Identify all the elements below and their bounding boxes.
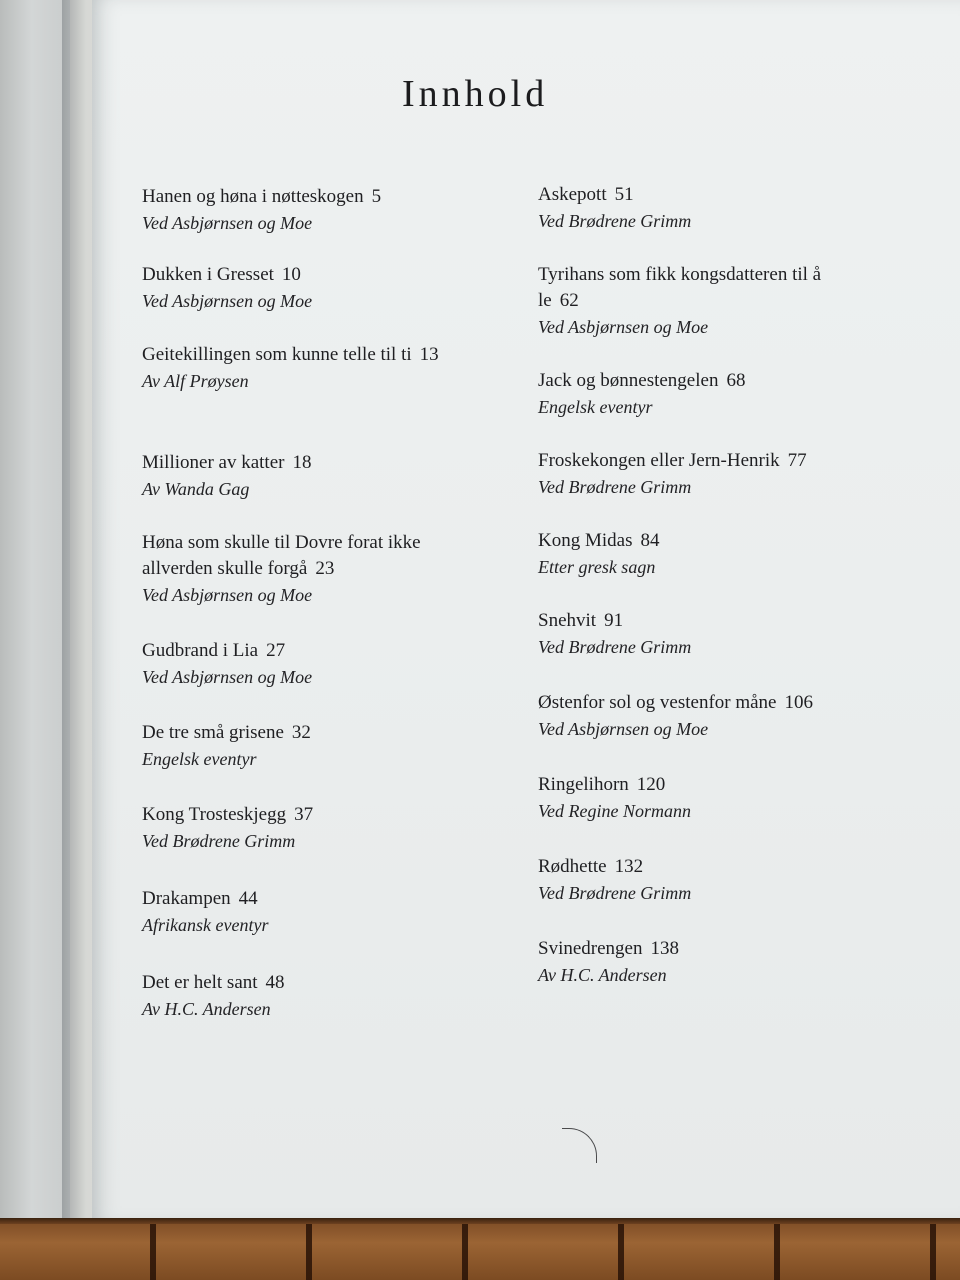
- entry-author: Engelsk eventyr: [142, 749, 257, 769]
- entry-title: Det er helt sant 48: [142, 972, 285, 993]
- toc-entry: [538, 448, 878, 500]
- entry-author: Ved Brødrene Grimm: [538, 477, 692, 497]
- book-left-page-edge: [0, 0, 70, 1240]
- toc-entry: [538, 690, 878, 742]
- entry-page-number: 68: [726, 370, 746, 391]
- toc-entry: [538, 262, 858, 340]
- entry-page-number: 13: [419, 344, 439, 365]
- toc-entry: [538, 182, 868, 234]
- toc-entry: [142, 638, 472, 690]
- toc-entry: [142, 970, 472, 1022]
- entry-page-number: 84: [640, 530, 660, 551]
- entry-author: Ved Brødrene Grimm: [538, 883, 692, 903]
- entry-author: Av H.C. Andersen: [538, 965, 667, 985]
- toc-entry: [538, 772, 868, 824]
- entry-author: Ved Brødrene Grimm: [538, 211, 692, 231]
- toc-entry: [538, 368, 868, 420]
- entry-page-number: 32: [291, 722, 311, 743]
- entry-author: Ved Asbjørnsen og Moe: [142, 667, 313, 687]
- entry-title: Kong Trosteskjegg 37: [142, 804, 314, 825]
- page-curl-mark: [562, 1128, 597, 1163]
- entry-page-number: 37: [294, 804, 314, 825]
- entry-title: Froskekongen eller Jern-Henrik 77: [538, 450, 807, 471]
- entry-page-number: 10: [281, 264, 301, 285]
- toc-entry: [142, 342, 442, 394]
- entry-title: Svinedrengen 138: [538, 938, 679, 959]
- entry-title: Snehvit 91: [538, 610, 624, 631]
- entry-page-number: 5: [371, 186, 382, 207]
- page-title: Innhold: [402, 73, 549, 115]
- toc-entry: [142, 262, 472, 314]
- entry-title: Drakampen 44: [142, 888, 258, 909]
- entry-page-number: 48: [265, 972, 285, 993]
- entry-page-number: 138: [650, 938, 679, 959]
- toc-entry: [538, 936, 868, 988]
- entry-page-number: 51: [614, 184, 634, 205]
- entry-page-number: 18: [292, 452, 312, 473]
- entry-page-number: 44: [238, 888, 258, 909]
- toc-entry: [538, 854, 868, 906]
- toc-entry: [142, 184, 472, 236]
- entry-title: Geitekillingen som kunne telle til ti 13: [142, 344, 439, 365]
- toc-entry: [142, 450, 472, 502]
- entry-title: Jack og bønnestengelen 68: [538, 370, 746, 391]
- entry-page-number: 120: [636, 774, 666, 795]
- table-edge: [0, 1218, 960, 1224]
- entry-author: Afrikansk eventyr: [142, 915, 269, 935]
- entry-author: Engelsk eventyr: [538, 397, 653, 417]
- entry-author: Av Wanda Gag: [142, 479, 250, 499]
- toc-entry: [538, 528, 868, 580]
- entry-title: Tyrihans som fikk kongsdatteren til å le 62: [538, 264, 822, 311]
- entry-author: Ved Asbjørnsen og Moe: [538, 719, 709, 739]
- toc-entry: [538, 608, 868, 660]
- entry-author: Etter gresk sagn: [538, 557, 656, 577]
- book-spine-shadow: [62, 0, 102, 1240]
- toc-entry: [142, 886, 472, 938]
- entry-title: Millioner av katter 18: [142, 452, 312, 473]
- entry-author: Ved Asbjørnsen og Moe: [142, 585, 313, 605]
- toc-entry: [142, 802, 472, 854]
- entry-title: Dukken i Gresset 10: [142, 264, 301, 285]
- entry-author: Ved Asbjørnsen og Moe: [142, 213, 313, 233]
- entry-title: Rødhette 132: [538, 856, 644, 877]
- entry-author: Ved Brødrene Grimm: [142, 831, 296, 851]
- entry-page-number: 106: [784, 692, 813, 713]
- entry-author: Ved Regine Normann: [538, 801, 691, 821]
- entry-author: Ved Asbjørnsen og Moe: [142, 291, 313, 311]
- entry-page-number: 91: [604, 610, 624, 631]
- entry-author: Av Alf Prøysen: [142, 371, 249, 391]
- entry-page-number: 62: [559, 290, 579, 311]
- entry-title: Østenfor sol og vestenfor måne 106: [538, 692, 813, 713]
- toc-entry: [142, 530, 472, 608]
- entry-page-number: 27: [266, 640, 286, 661]
- entry-title: Kong Midas 84: [538, 530, 660, 551]
- contents-page: [92, 0, 960, 1222]
- entry-title: Askepott 51: [538, 184, 634, 205]
- entry-title: De tre små grisene 32: [142, 722, 311, 743]
- entry-author: Ved Brødrene Grimm: [538, 637, 692, 657]
- entry-title: Hanen og høna i nøtteskogen 5: [142, 186, 382, 207]
- entry-author: Av H.C. Andersen: [142, 999, 271, 1019]
- entry-page-number: 132: [614, 856, 644, 877]
- entry-title: Høna som skulle til Dovre forat ikke allverden skulle forgå 23: [142, 532, 421, 579]
- wooden-table: [0, 1218, 960, 1280]
- entry-author: Ved Asbjørnsen og Moe: [538, 317, 709, 337]
- entry-title: Gudbrand i Lia 27: [142, 640, 286, 661]
- entry-title: Ringelihorn 120: [538, 774, 666, 795]
- entry-page-number: 77: [787, 450, 807, 471]
- entry-page-number: 23: [315, 558, 335, 579]
- toc-entry: [142, 720, 472, 772]
